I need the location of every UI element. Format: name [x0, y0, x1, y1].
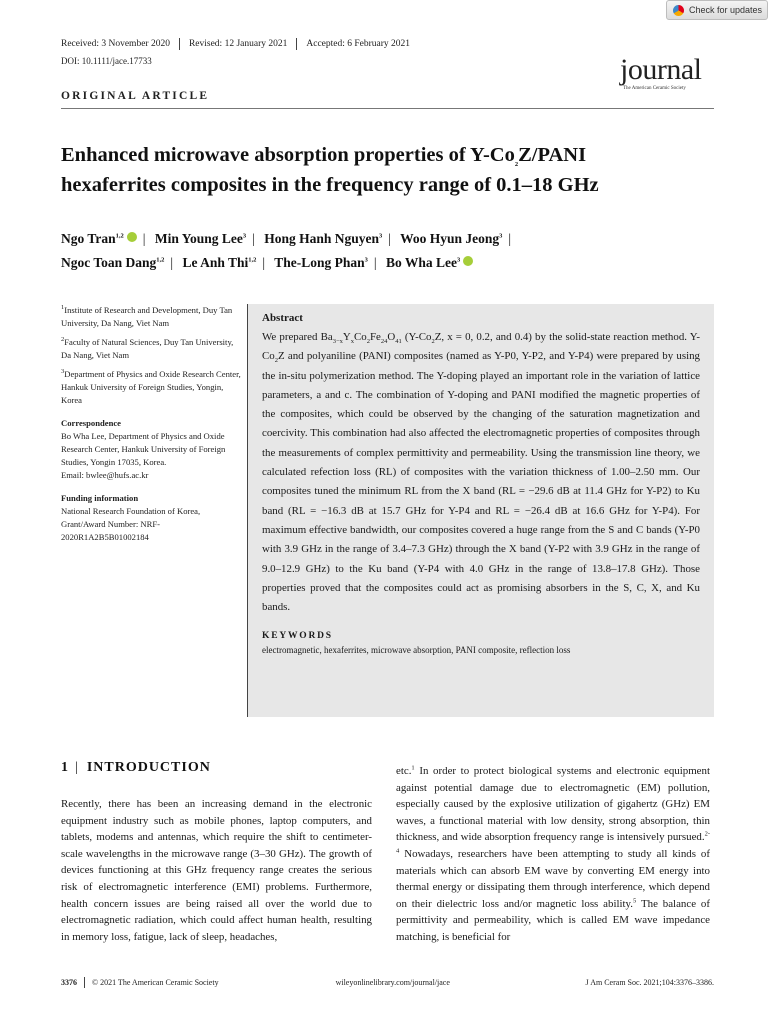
citation: J Am Ceram Soc. 2021;104:3376–3386.: [585, 978, 714, 987]
copyright: © 2021 The American Ceramic Society: [92, 978, 219, 987]
funding-text: National Research Foundation of Korea, Grant/Award Number: NRF-2020R1A2B5B01002184: [61, 506, 201, 542]
section-number: 1: [61, 760, 69, 775]
abstract-body: We prepared $Ba_{3-x}Y_xCo_2Fe_{24}O_{41}$ ($Y-Co_2Z$, x = 0, 0.2, and 0.4) by the solid-state reaction method. $Y-Co_2Z$ and polyaniline (PANI) composites (named as Y-P0, Y-P2, and Y-P4) were prepared by using the in-situ polymerization method. The Y-doping played an important role in the variation of lattice parameters, a and c. The combination of Y-doping and PANI modified the magnetic properties of the composites, which could be observed by the changing of the saturation magnetization and coercivity. This combination had also affected the electromagnetic properties of composites through the measurements of complex permittivity and permeability. Using the transmission line theory, we calculated refection loss (RL) of composites with the variation thickness of 1.00–2.50 mm. Our composites tuned the minimum RL from the X band (RL = −29.6 dB at 11.4 GHz for Y-P2) to Ku band (RL = −16.3 dB at 15.7 GHz for Y-P4 and RL = −26.4 dB at 16.6 GHz for Y-P4). For maximum effective bandwidth, our composites covered a huge range from the S and C bands (Y-P0 with 3.9 GHz in the range of 3.4–7.3 GHz) through the X band (Y-P2 with 3.9 GHz in the range of 9.0–12.9 GHz) to the Ku band (Y-P4 with 4.0 GHz in the range of 13.8–17.8 GHz). Those properties proved that the composites could act as promising absorbers in the S, C, X, and Ku bands.: [262, 331, 700, 614]
journal-logo: [620, 55, 712, 97]
doi[interactable]: DOI: 10.1111/jace.17733: [61, 56, 152, 66]
affiliation: $^2$Faculty of Natural Sciences, Duy Tan University, Da Nang, Viet Nam: [61, 336, 234, 360]
author[interactable]: Ngo Tran$^{1,2}$: [61, 231, 124, 246]
accepted-date: Accepted: 6 February 2021: [306, 39, 411, 49]
journal-url[interactable]: wileyonlinelibrary.com/journal/jace: [335, 978, 450, 987]
check-for-updates-label: Check for updates: [689, 5, 763, 15]
affiliations-sidebar: [61, 304, 241, 550]
check-for-updates-button[interactable]: [666, 0, 768, 20]
revised-date: Revised: 12 January 2021: [188, 39, 288, 49]
section-title: INTRODUCTION: [86, 760, 211, 775]
title-line1: Enhanced microwave absorption properties of Y-Co: [61, 144, 515, 166]
header-rule: [61, 108, 714, 109]
divider: [179, 38, 180, 50]
article-history: [61, 38, 410, 50]
title-subscript: 2: [514, 161, 519, 169]
divider: [296, 38, 297, 50]
title-line2: hexaferrites composites in the frequency range of 0.1–18 GHz: [61, 174, 599, 196]
author-list: Ngo Tran$^{1,2}$ | Min Young Lee$^3$ | Hong Hanh Nguyen$^3$ | Woo Hyun Jeong$^3$ | Ngoc Toan Dang$^{1,2}$ | Le Anh Thi$^{1,2}$ | The-Long Phan$^3$ | Bo Wha Lee$^3$: [61, 231, 512, 270]
journal-logo-subtitle: The American Ceramic Society: [623, 86, 686, 91]
affiliation: $^1$Institute of Research and Development, Duy Tan University, Da Nang, Viet Nam: [61, 304, 233, 328]
abstract-heading: Abstract: [262, 312, 303, 324]
article-title: [61, 140, 721, 200]
funding-heading: Funding information: [61, 493, 139, 503]
author[interactable]: Woo Hyun Jeong$^3$: [400, 231, 503, 246]
author[interactable]: Ngoc Toan Dang$^{1,2}$: [61, 255, 165, 270]
page-number: 3376: [61, 978, 77, 987]
page-footer: [61, 977, 714, 988]
intro-column-2: etc.$^1$ In order to protect biological systems and electronic equipment against potential damage due to electromagnetic (EM) pollution, especially caused by the explosive utilization of gigahertz (GHz) EM waves, a functional material with low density, strong absorption, thin thickness, and wide absorption frequency range is intensively pursued.$^{2-4}$ Nowadays, researchers have been attempting to study all kinds of materials which can absorb EM wave by converting EM energy into thermal energy or dissipating them through interference, which depend on their dielectric loss and/or magnetic loss ability.$^5$ The balance of permittivity and permeability, which is called EM wave impedance matching, is beneficial for: [396, 764, 710, 943]
journal-logo-word: journal: [620, 53, 702, 86]
author[interactable]: Le Anh Thi$^{1,2}$: [182, 255, 257, 270]
correspondence-heading: Correspondence: [61, 418, 121, 428]
orcid-icon[interactable]: [127, 232, 137, 242]
author[interactable]: The-Long Phan$^3$: [274, 255, 368, 270]
orcid-icon[interactable]: [463, 256, 473, 266]
author[interactable]: Bo Wha Lee$^3$: [385, 255, 461, 270]
section-heading: 1 | INTRODUCTION: [61, 760, 211, 775]
keywords-list: electromagnetic, hexaferrites, microwave absorption, PANI composite, reflection loss: [262, 645, 571, 656]
correspondence-text: Bo Wha Lee, Department of Physics and Oxide Research Center, Hankuk University of Foreign Studies, Yongin 17035, Korea.: [61, 431, 226, 467]
correspondence-email[interactable]: Email: bwlee@hufs.ac.kr: [61, 470, 149, 480]
intro-column-1: Recently, there has been an increasing demand in the electronic equipment industry such as mobile phones, laptop computers, and tablets, modems and antennas, which require the shift to centimeter-scale wavelengths in the microwave range (3–30 GHz). The growth of devices functioning at this GHz frequency range creates the serious risk of electromagnetic interference (EMI) problems. Furthermore, health concern issues are being raised all over the world due to electromagnetic radiation, which could affect human health, resulting in memory loss, fatigue, lack of sleep, headaches,: [61, 798, 372, 943]
title-line1-end: Z/PANI: [518, 144, 587, 166]
crossmark-icon: [673, 5, 684, 16]
keywords-heading: KEYWORDS: [262, 631, 333, 642]
received-date: Received: 3 November 2020: [61, 39, 170, 49]
author[interactable]: Hong Hanh Nguyen$^3$: [264, 231, 383, 246]
abstract-box: [247, 304, 714, 717]
author[interactable]: Min Young Lee$^3$: [154, 231, 247, 246]
article-type: ORIGINAL ARTICLE: [61, 90, 210, 102]
affiliation: $^3$Department of Physics and Oxide Research Center, Hankuk University of Foreign Studies, Yongin, Korea: [61, 368, 241, 405]
divider: [84, 977, 85, 988]
